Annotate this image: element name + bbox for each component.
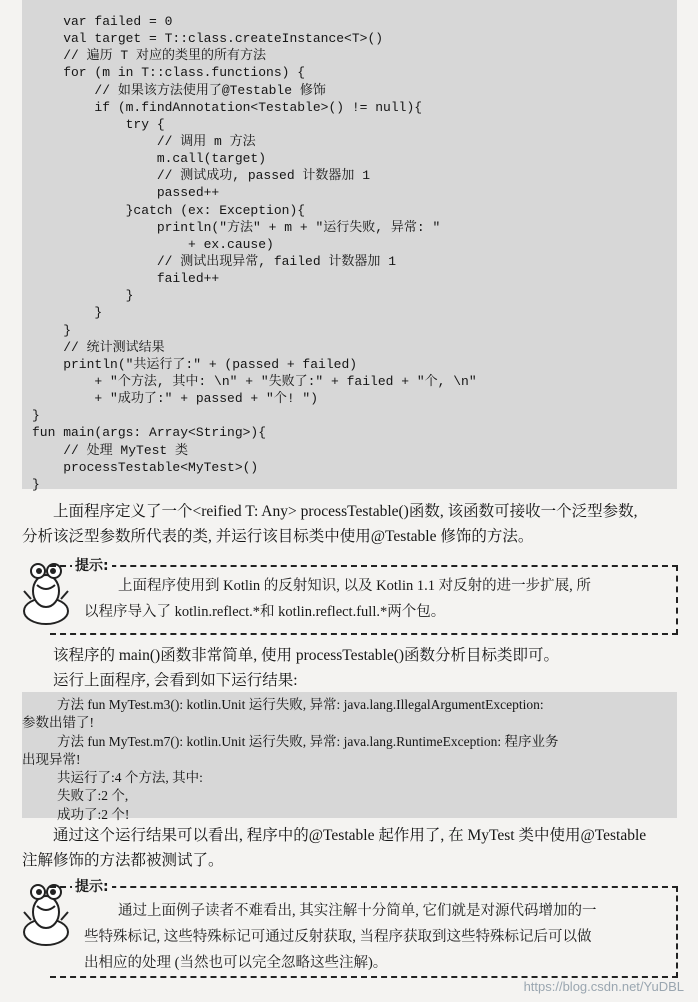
code-line: println("共运行了:" + (passed + failed)	[32, 356, 358, 372]
code-line: fun main(args: Array<String>){	[32, 425, 267, 441]
tip-line: 通过上面例子读者不难看出, 其实注解十分简单, 它们就是对源代码增加的一	[118, 903, 597, 919]
watermark: https://blog.csdn.net/YuDBL	[523, 979, 684, 994]
output-line: 共运行了:4 个方法, 其中:	[57, 770, 203, 786]
code-line: // 调用 m 方法	[32, 133, 256, 149]
tip-line: 些特殊标记, 这些特殊标记可通过反射获取, 当程序获取到这些特殊标记后可以做	[84, 929, 592, 945]
code-line: // 遍历 T 对应的类里的所有方法	[32, 48, 267, 64]
paragraph-line: 注解修饰的方法都被测试了。	[22, 852, 224, 869]
code-line: processTestable<MyTest>()	[32, 459, 259, 475]
code-line: + "成功了:" + passed + "个! ")	[32, 391, 319, 407]
output-block	[22, 692, 677, 822]
tip-box-1	[22, 555, 682, 637]
code-line: // 测试成功, passed 计数器加 1	[32, 168, 371, 184]
tip-line: 以程序导入了 kotlin.reflect.*和 kotlin.reflect.full.*两个包。	[84, 604, 446, 620]
code-line: // 统计测试结果	[32, 339, 165, 355]
tip-label: 提示:	[72, 876, 112, 896]
output-line: 失败了:2 个,	[57, 788, 129, 804]
code-line: var failed = 0	[32, 14, 173, 29]
output-line: 出现异常!	[22, 751, 81, 767]
code-block	[22, 0, 677, 492]
code-line: for (m in T::class.functions) {	[32, 65, 306, 81]
code-line: }	[32, 476, 40, 492]
code-line: val target = T::class.createInstance<T>()	[32, 31, 384, 47]
code-line: if (m.findAnnotation<Testable>() != null){	[32, 99, 423, 115]
code-line: }catch (ex: Exception){	[32, 202, 306, 218]
paragraph-3	[22, 823, 677, 873]
tip-line: 出相应的处理 (当然也可以完全忽略这些注解)。	[84, 955, 388, 971]
code-line: passed++	[32, 185, 220, 201]
code-line: try {	[32, 116, 165, 132]
paragraph-2	[22, 643, 677, 693]
code-line: // 如果该方法使用了@Testable 修饰	[32, 82, 326, 98]
code-line: }	[32, 288, 134, 304]
code-line: m.call(target)	[32, 151, 267, 167]
paragraph-1	[22, 499, 677, 549]
paragraph-line: 通过这个运行结果可以看出, 程序中的@Testable 起作用了, 在 MyTest 类中使用@Testable	[53, 827, 647, 844]
code-line: }	[32, 408, 40, 424]
code-line: }	[32, 305, 103, 321]
code-line: + ex.cause)	[32, 236, 274, 252]
code-line: + "个方法, 其中: \n" + "失败了:" + failed + "个, \n"	[32, 373, 477, 389]
paragraph-line: 上面程序定义了一个<reified T: Any> processTestable()函数, 该函数可接收一个泛型参数,	[53, 503, 638, 520]
output-line: 成功了:2 个!	[57, 806, 130, 822]
paragraph-line: 分析该泛型参数所代表的类, 并运行该目标类中使用@Testable 修饰的方法。	[22, 528, 534, 545]
output-line: 参数出错了!	[22, 715, 94, 731]
paragraph-line: 运行上面程序, 会看到如下运行结果:	[53, 672, 298, 689]
code-line: // 测试出现异常, failed 计数器加 1	[32, 253, 397, 269]
tip-line: 上面程序使用到 Kotlin 的反射知识, 以及 Kotlin 1.1 对反射的进一步扩展, 所	[118, 578, 591, 594]
tip-label: 提示:	[72, 555, 112, 575]
code-line: failed++	[32, 271, 220, 287]
code-line: // 处理 MyTest 类	[32, 442, 189, 458]
tip-box-2	[22, 876, 682, 984]
output-line: 方法 fun MyTest.m7(): kotlin.Unit 运行失败, 异常: java.lang.RuntimeException: 程序业务	[57, 733, 559, 749]
code-line: println("方法" + m + "运行失败, 异常: "	[32, 219, 441, 235]
paragraph-line: 该程序的 main()函数非常简单, 使用 processTestable()函数分析目标类即可。	[53, 647, 560, 664]
output-line: 方法 fun MyTest.m3(): kotlin.Unit 运行失败, 异常: java.lang.IllegalArgumentException:	[57, 697, 544, 712]
code-line: }	[32, 322, 72, 338]
